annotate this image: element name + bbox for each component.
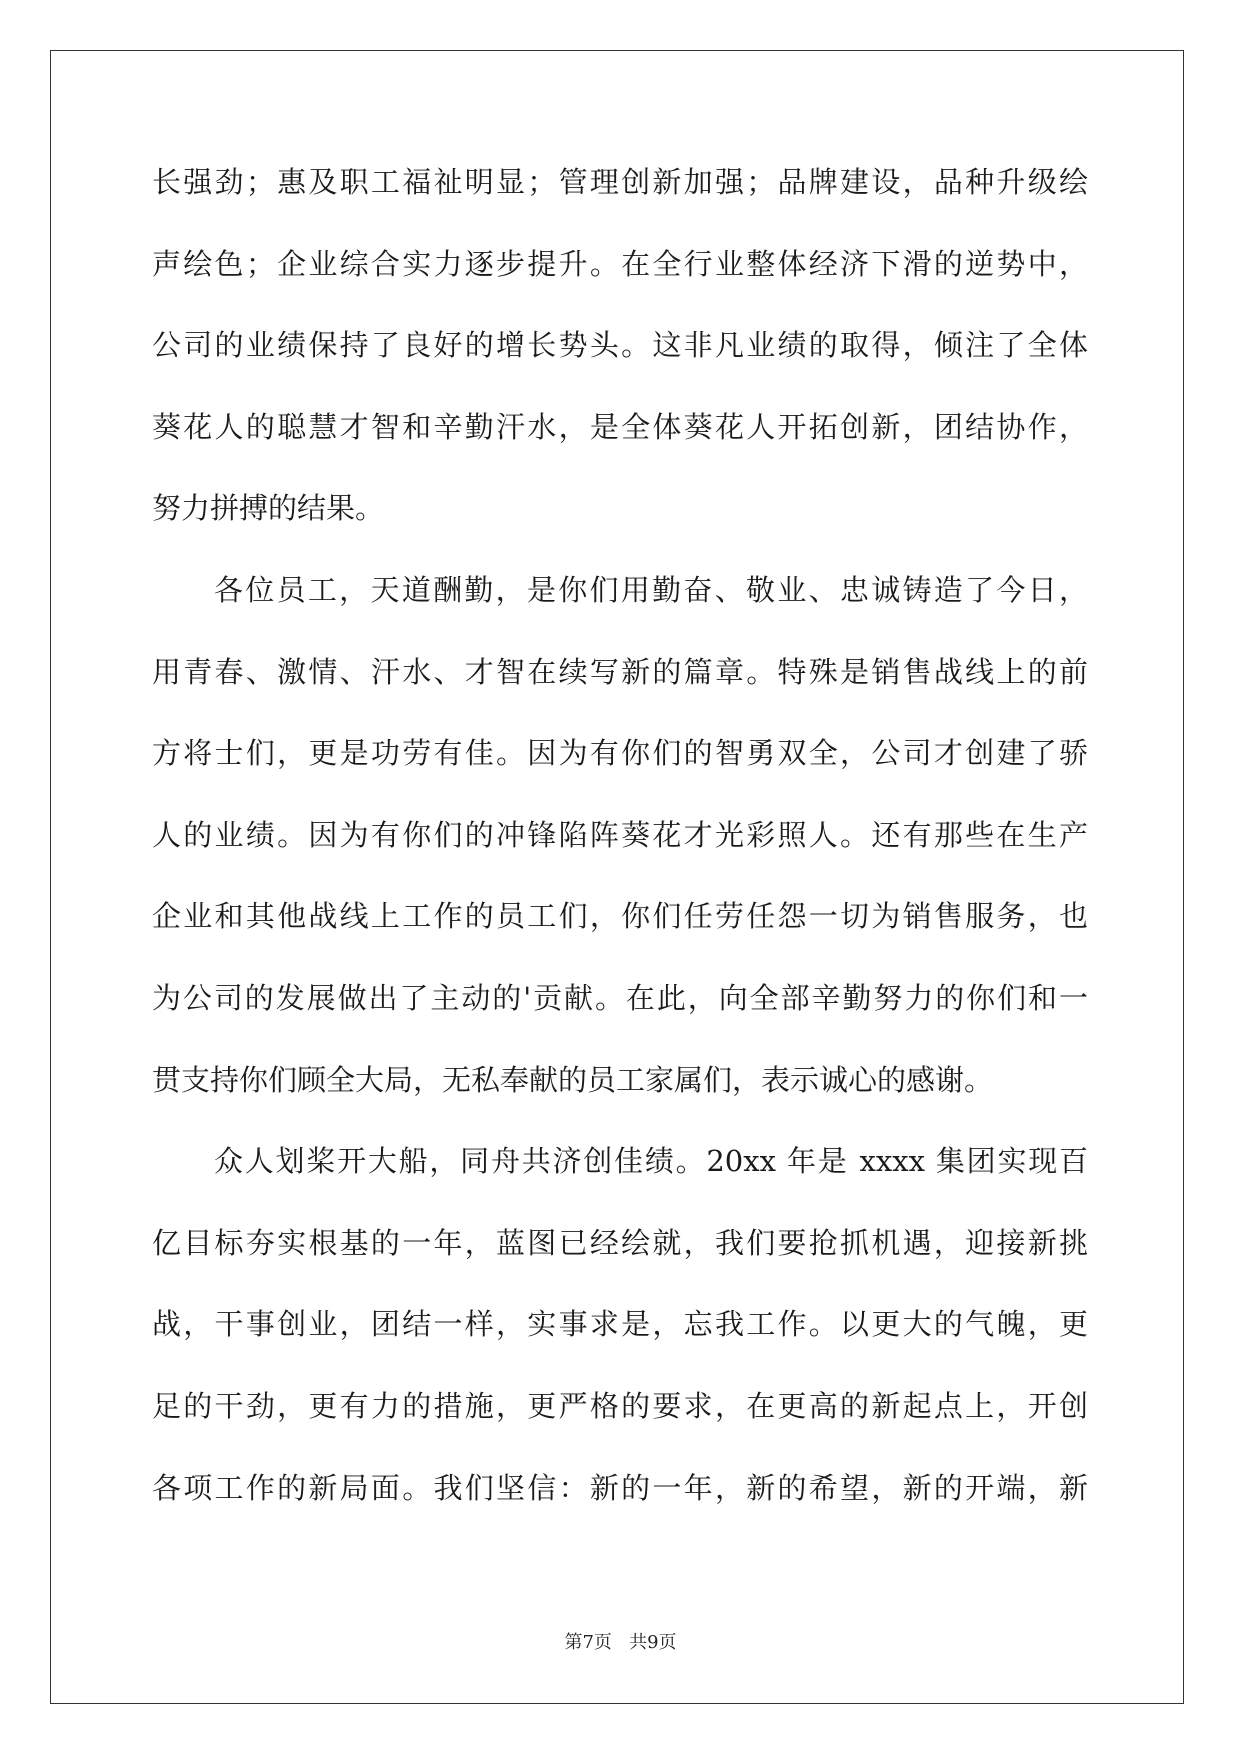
page-footer <box>0 1628 1241 1654</box>
text-line-2: 声绘色；企业综合实力逐步提升。在全行业整体经济下滑的逆势中， <box>152 246 1088 281</box>
text-line-7: 用青春、激情、汗水、才智在续写新的篇章。特殊是销售战线上的前 <box>152 654 1088 689</box>
text-line-5: 努力拼搏的结果。 <box>152 491 385 526</box>
text-line-4: 葵花人的聪慧才智和辛勤汗水，是全体葵花人开拓创新，团结协作， <box>152 409 1088 444</box>
text-line-13: 众人划桨开大船，同舟共济创佳绩。20xx 年是 xxxx 集团实现百 <box>214 1144 1088 1179</box>
text-line-6: 各位员工，天道酬勤，是你们用勤奋、敬业、忠诚铸造了今日， <box>214 572 1088 607</box>
page-number: 第7页 <box>564 1632 612 1653</box>
page-total: 共9页 <box>629 1632 677 1653</box>
text-line-15: 战，干事创业，团结一样，实事求是，忘我工作。以更大的气魄，更 <box>152 1307 1088 1342</box>
document-body <box>152 162 1088 1549</box>
text-line-14: 亿目标夯实根基的一年，蓝图已经绘就，我们要抢抓机遇，迎接新挑 <box>152 1225 1088 1260</box>
text-line-17: 各项工作的新局面。我们坚信：新的一年，新的希望，新的开端，新 <box>152 1470 1088 1505</box>
text-line-3: 公司的业绩保持了良好的增长势头。这非凡业绩的取得，倾注了全体 <box>152 328 1088 363</box>
text-line-11: 为公司的发展做出了主动的'贡献。在此，向全部辛勤努力的你们和一 <box>152 980 1088 1015</box>
text-line-10: 企业和其他战线上工作的员工们，你们任劳任怨一切为销售服务，也 <box>152 899 1088 934</box>
text-line-16: 足的干劲，更有力的措施，更严格的要求，在更高的新起点上，开创 <box>152 1388 1088 1423</box>
text-line-12: 贯支持你们顾全大局，无私奉献的员工家属们，表示诚心的感谢。 <box>152 1062 994 1097</box>
text-line-1: 长强劲；惠及职工福祉明显；管理创新加强；品牌建设，品种升级绘 <box>152 165 1088 199</box>
text-line-9: 人的业绩。因为有你们的冲锋陷阵葵花才光彩照人。还有那些在生产 <box>152 817 1088 852</box>
text-line-8: 方将士们，更是功劳有佳。因为有你们的智勇双全，公司才创建了骄 <box>152 736 1088 771</box>
